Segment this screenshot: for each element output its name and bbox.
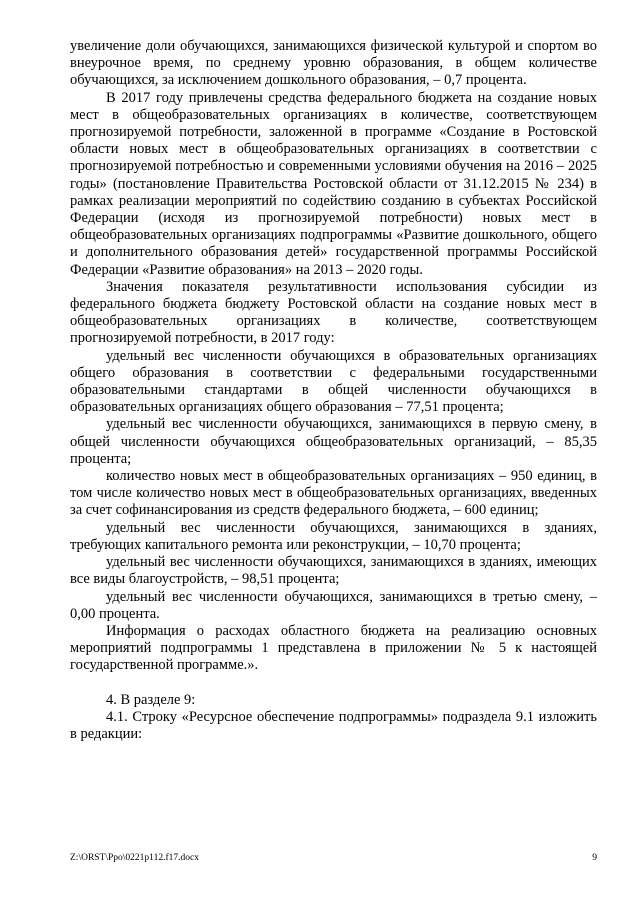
paragraph-5: удельный вес численности обучающихся, занимающихся в первую смену, в общей численности обучающихся общеобразовательных организаций, – 85,35 процента;: [70, 416, 597, 467]
paragraph-7: удельный вес численности обучающихся, занимающихся в зданиях, требующих капитального ремонта или реконструкции, – 10,70 процента;: [70, 519, 597, 553]
page-footer: [70, 853, 597, 863]
document-body: [70, 38, 597, 743]
blank-line: [70, 675, 597, 692]
paragraph-10: Информация о расходах областного бюджета на реализацию основных мероприятий подпрограммы 1 представлена в приложении № 5 к настоящей государственной программе.».: [70, 622, 597, 674]
section-item: 4.1. Строку «Ресурсное обеспечение подпрограммы» подраздела 9.1 изложить в редакции:: [70, 708, 597, 742]
paragraph-8: удельный вес численности обучающихся, занимающихся в зданиях, имеющих все виды благоустройств, – 98,51 процента;: [70, 554, 597, 588]
paragraph-4: удельный вес численности обучающихся в образовательных организациях общего образования в соответствии с федеральными государственными образовательными стандартами в общей численности обучающихся в образовательных организациях общего образования – 77,51 процента;: [70, 347, 597, 416]
footer-file-path: Z:\ORST\Ppo\0221p112.f17.docx: [70, 853, 199, 863]
paragraph-3: Значения показателя результативности использования субсидии из федерального бюджета бюджету Ростовской области на создание новых мест в общеобразовательных организациях в количестве, соответствующем прогнозируемой потребности, в 2017 году:: [70, 278, 597, 347]
paragraph-9: удельный вес численности обучающихся, занимающихся в третью смену, – 0,00 процента.: [70, 588, 597, 622]
paragraph-6: количество новых мест в общеобразовательных организациях – 950 единиц, в том числе количество новых мест в общеобразовательных организациях, введенных за счет софинансирования из средств федерального бюджета, – 600 единиц;: [70, 468, 597, 519]
section-heading: 4. В разделе 9:: [106, 691, 196, 708]
paragraph-1: увеличение доли обучающихся, занимающихся физической культурой и спортом во внеурочное время, по среднему уровню образования, в общем количестве обучающихся, за исключением дошкольного образования, – 0,7 процента.: [70, 38, 597, 89]
paragraph-2: В 2017 году привлечены средства федерального бюджета на создание новых мест в общеобразовательных организациях в количестве, соответствующем прогнозируемой потребности, заложенной в программе «Создание в Ростовской области новых мест в общеобразовательных организациях в соответствии с прогнозируемой потребностью и современными условиями обучения на 2016 – 2025 годы» (постановление Правительства Ростовской области от 31.12.2015 № 234) в рамках реализации мероприятий по содействию созданию в субъектах Российской Федерации (исходя из прогнозируемой потребности) новых мест в общеобразовательных организациях подпрограммы «Развитие дошкольного, общего и дополнительного образования детей» государственной программы Российской Федерации «Развитие образования» на 2013 – 2020 годы.: [70, 89, 597, 278]
page-number: 9: [592, 853, 597, 863]
